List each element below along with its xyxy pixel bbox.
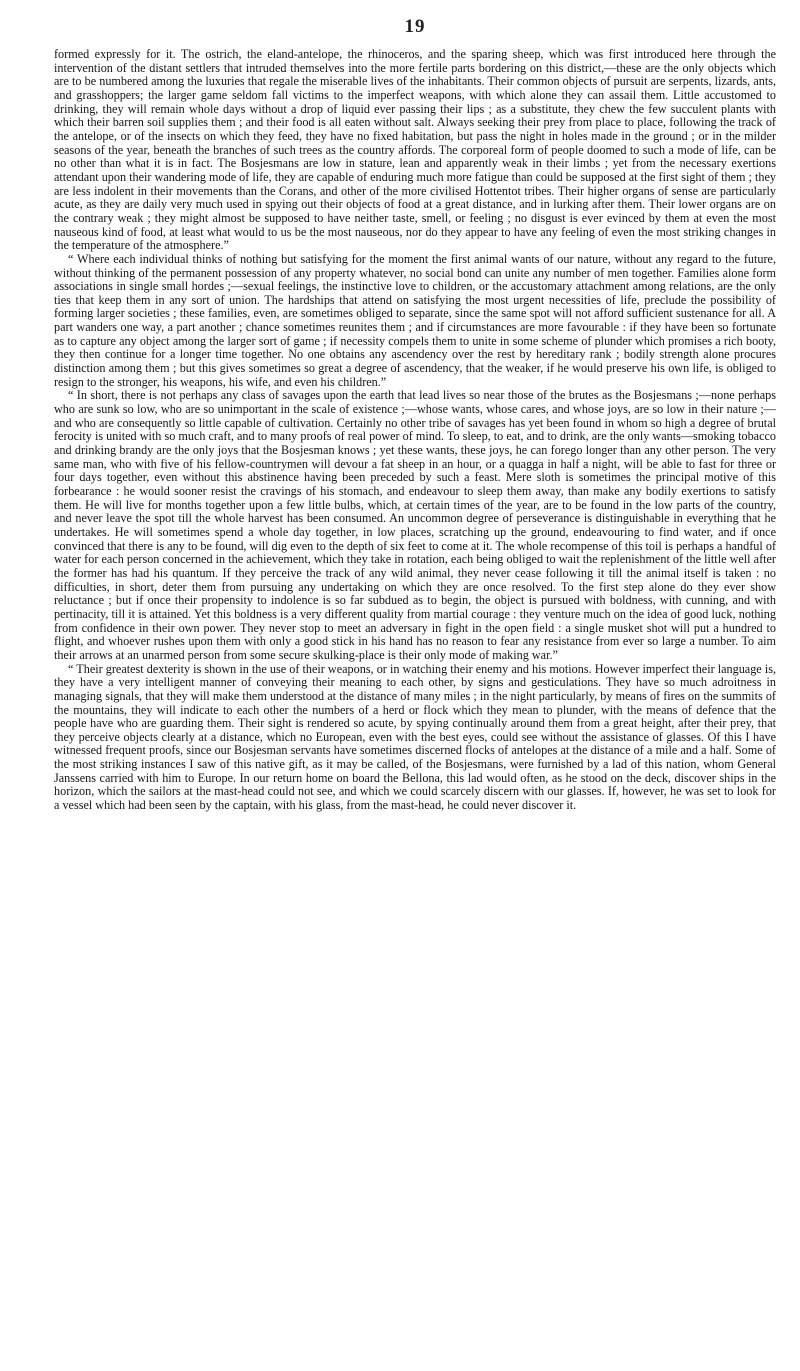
paragraph-food-and-habits: formed expressly for it. The ostrich, the eland-antelope, the rhinoceros, and the sparing sheep, which was first introduced here through the intervention of the distant settlers that intruded themselves into the more fertile parts bordering on this district,—these are the only objects which are to be numbered among the luxuries that regale the miserable lives of the inhabitants. Their common objects of pursuit are serpents, lizards, ants, and grasshoppers; the larger game seldom fall victims to the imperfect weapons, with which alone they can assail them. Little accustomed to drinking, they will remain whole days without a drop of liquid ever passing their lips ; as a substitute, they chew the few succulent plants with which their barren soil supplies them ; and their food is all eaten without salt. Always seeking their prey from place to place, following the track of the antelope, or of the insects on which they feed, they have no fixed habitation, but pass the night in holes made in the ground ; or in the milder seasons of the year, beneath the branches of such trees as the country affords. The corporeal form of people doomed to such a mode of life, can be no other than what it is in fact. The Bosjesmans are low in stature, lean and apparently weak in their limbs ; yet from the necessary exertions attendant upon their wandering mode of life, they are capable of enduring much more fatigue than could be supposed at the first sight of them ; they are less indolent in their movements than the Corans, and other of the more civilised Hottentot tribes. Their higher organs of sense are particularly acute, as they are daily very much used in spying out their objects of food at a great distance, and in lurking after them. Their lower organs are on the contrary weak ; they might almost be supposed to have neither taste, smell, or feeling ; no disgust is ever evinced by them at even the most nauseous kind of food, at least what would to us be the most nauseous, nor do they appear to have any feeling of even the most striking changes in the temperature of the atmosphere.”	[54, 47, 776, 253]
body-text	[54, 48, 776, 813]
paragraph-social-bonds: “ Where each individual thinks of nothing but satisfying for the moment the first animal wants of our nature, without any regard to the future, without thinking of the permanent possession of any property whatever, no social bond can unite any number of men together. Families alone form associations in single small hordes ;—sexual feelings, the instinctive love to children, or the accustomary attachment among relations, are the only ties that keep them in any sort of union. The hardships that attend on satisfying the most urgent necessities of life, preclude the possibility of forming larger societies ; these families, even, are sometimes obliged to separate, since the same spot will not afford sufficient sustenance for all. A part wanders one way, a part another ; chance sometimes reunites them ; and if circumstances are more favourable : if they have been so fortunate as to capture any object among the larger sort of game ; if necessity compels them to unite in some scheme of plunder which promises a rich booty, they then continue for a longer time together. No one obtains any ascendency over the rest by hereditary rank ; bodily strength alone procures distinction among them ; but this gives sometimes so great a degree of ascendency, that the weaker, if he would preserve his own life, is obliged to resign to the stronger, his weapons, his wife, and even his children.”	[54, 251, 776, 389]
paragraph-dexterity-and-sight: “ Their greatest dexterity is shown in the use of their weapons, or in watching their enemy and his motions. However imperfect their language is, they have a very intelligent manner of conveying their meaning to each other, by signs and gesticulations. They have so much adroitness in managing signals, that they will make them understood at the distance of many miles ; in the night particularly, by means of fires on the summits of the mountains, they will indicate to each other the numbers of a herd or flock which they mean to plunder, with the means of defence that the people have who are guarding them. Their sight is rendered so acute, by spying continually around them from a great height, after their prey, that they perceive objects clearly at a distance, which no European, even with the best eyes, could see without the assistance of glasses. Of this I have witnessed frequent proofs, since our Bosjesman servants have sometimes discerned flocks of antelopes at the distance of a mile and a half. Some of the most striking instances I saw of this native gift, as it may be called, of the Bosjesmans, were furnished by a lad of this nation, whom General Janssens carried with him to Europe. In our return home on board the Bellona, this lad would often, as he stood on the deck, discover ships in the horizon, which the sailors at the mast-head could not see, and which we could scarcely discern with our glasses. If, however, he was set to look for a vessel which had been seen by the captain, with his glass, from the mast-head, he could never discover it.	[54, 661, 776, 813]
paragraph-savage-character: “ In short, there is not perhaps any class of savages upon the earth that lead lives so near those of the brutes as the Bosjesmans ;—none perhaps who are sunk so low, who are so unimportant in the scale of existence ;—whose wants, whose cares, and whose joys, are so low in their nature ;—and who are consequently so little capable of cultivation. Certainly no other tribe of savages has yet been found in whom so high a degree of brutal ferocity is united with so much craft, and to many proofs of real power of mind. To sleep, to eat, and to drink, are the only wants—smoking tobacco and drinking brandy are the only joys that the Bosjesman knows ; yet these wants, these joys, he can forego longer than any other person. The very same man, who with five of his fellow-countrymen will devour a fat sheep in an hour, or a quagga in half a night, will be able to fast for three or four days together, even without this abstinence having been preceded by such a feast. Mere sloth is sometimes the principal motive of this forbearance : he would sooner resist the cravings of his stomach, and endeavour to sleep them away, than make any bodily exertions to satisfy them. He will live for months together upon a few little bulbs, which, at certain times of the year, are to be found in the low parts of the country, and never leave the spot till the whole harvest has been consumed. An uncommon degree of perseverance is distinguishable in everything that he undertakes. He will sometimes spend a whole day together, in low places, scratching up the ground, endeavouring to find water, and if once convinced that there is any to be found, will dig even to the depth of six feet to come at it. The whole recompense of this toil is perhaps a handful of water for each person concerned in the achievement, which they take in rotation, each being obliged to wait the replenishment of the little well after the former has had his quantum. If they perceive the track of any wild animal, they never cease following it till the animal itself is taken : no difficulties, in short, deter them from pursuing any undertaking on which they are once resolved. To the first step alone do they ever show reluctance ; but if once their propensity to indolence is so far subdued as to begin, the object is pursued with boldness, with cunning, and with pertinacity, till it is attained. Yet this boldness is a very different quality from martial courage : they venture much on the idea of good luck, nothing from confidence in their own power. They never stop to meet an adversary in fight in the open field : a single musket shot will put a hundred to flight, and whoever rushes upon them with only a good stick in his hand has no reason to fear any resistance from ever so large a number. To aim their arrows at an unarmed person from some secure skulking-place is their only mode of making war.”	[54, 388, 776, 662]
page-number: 19	[404, 16, 426, 37]
book-page	[54, 16, 776, 813]
